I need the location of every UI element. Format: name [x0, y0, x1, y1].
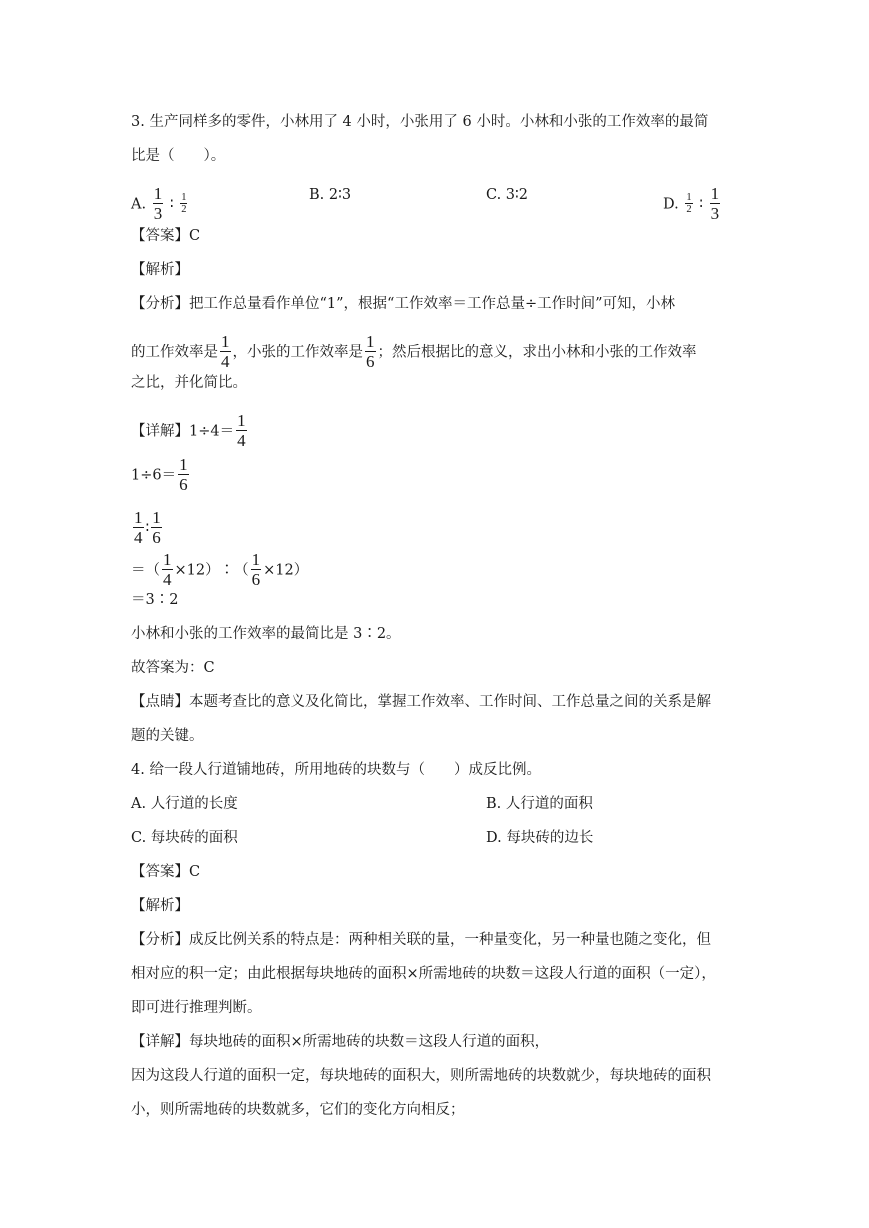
q4-detail-line2: 因为这段人行道的面积一定，每块地砖的面积大，则所需地砖的块数就少，每块地砖的面积: [131, 1068, 711, 1084]
text: ＝（: [131, 562, 160, 579]
fraction: [151, 508, 162, 547]
q3-comment-line1: 【点睛】本题考查比的意义及化简比，掌握工作效率、工作时间、工作总量之间的关系是解: [131, 694, 711, 710]
option-label: D.: [663, 196, 679, 213]
numerator: 1: [134, 508, 143, 527]
ratio-colon: ∶: [145, 520, 150, 537]
denominator: 6: [251, 570, 261, 589]
text: ×12）∶（: [174, 562, 249, 579]
q3-detail-line4: [131, 551, 308, 590]
numerator: 1: [686, 192, 692, 203]
fraction: [365, 332, 376, 371]
q3-stem-line1: 3. 生产同样多的零件，小林用了 4 小时，小张用了 6 小时。小林和小张的工作效率的最简: [131, 114, 709, 130]
fraction: [133, 508, 144, 547]
ratio-colon: ∶: [699, 196, 703, 213]
fraction: [162, 550, 173, 589]
fraction: [685, 192, 692, 215]
q3-detail-line2: [131, 456, 191, 495]
denominator: 2: [181, 204, 187, 215]
q4-option-c: C. 每块砖的面积: [131, 830, 238, 846]
denominator: 4: [237, 431, 246, 450]
q3-analysis-line1: 【分析】把工作总量看作单位“1”，根据“工作效率＝工作总量÷工作时间”可知，小林: [131, 296, 676, 312]
q4-option-d: D. 每块砖的边长: [486, 830, 594, 846]
denominator: 2: [686, 204, 692, 215]
q4-jiexi-heading: 【解析】: [131, 898, 189, 914]
numerator: 1: [251, 550, 261, 569]
q4-option-a: A. 人行道的长度: [131, 796, 238, 812]
numerator: 1: [163, 550, 172, 569]
q3-detail-line5: ＝3∶2: [131, 592, 179, 608]
fraction: [236, 411, 247, 450]
numerator: 1: [237, 411, 246, 430]
q3-detail-line6: 小林和小张的工作效率的最简比是 3∶2。: [131, 626, 401, 642]
q4-detail-line3: 小，则所需地砖的块数就多，它们的变化方向相反；: [131, 1102, 465, 1118]
denominator: 4: [134, 528, 143, 547]
q4-stem: 4. 给一段人行道铺地砖，所用地砖的块数与（ ）成反比例。: [131, 762, 541, 778]
denominator: 6: [366, 352, 375, 371]
q3-option-c: C. 3∶2: [486, 187, 529, 203]
q3-analysis-line3: 之比，并化简比。: [131, 375, 247, 391]
numerator: 1: [221, 332, 230, 351]
q3-comment-line2: 题的关键。: [131, 728, 204, 744]
numerator: 1: [710, 184, 720, 203]
fraction: [153, 184, 164, 223]
text: ×12）: [263, 562, 309, 579]
fraction: [710, 184, 721, 223]
text: 的工作效率是: [131, 344, 218, 361]
fraction: [180, 192, 187, 215]
text: 1÷6＝: [131, 467, 177, 484]
q3-detail-line1: [131, 412, 249, 451]
fraction: [251, 550, 262, 589]
q4-option-b: B. 人行道的面积: [486, 796, 593, 812]
denominator: 3: [710, 204, 720, 223]
numerator: 1: [181, 192, 187, 203]
q3-jiexi-heading: 【解析】: [131, 262, 189, 278]
q3-detail-line7: 故答案为：C: [131, 660, 215, 676]
q4-analysis-line3: 即可进行推理判断。: [131, 1000, 262, 1016]
text: 【详解】1÷4＝: [131, 423, 235, 440]
numerator: 1: [179, 455, 188, 474]
q4-detail-line1: 【详解】每块地砖的面积×所需地砖的块数＝这段人行道的面积，: [131, 1034, 550, 1050]
denominator: 3: [153, 204, 163, 223]
q3-detail-line3: [131, 509, 164, 548]
text: ，小张的工作效率是: [232, 344, 363, 361]
fraction: [220, 332, 231, 371]
q3-stem-line2: 比是（ ）。: [131, 148, 226, 164]
denominator: 4: [163, 570, 172, 589]
q4-answer: 【答案】C: [131, 864, 201, 880]
q4-analysis-line1: 【分析】成反比例关系的特点是：两种相关联的量，一种量变化，另一种量也随之变化，但: [131, 932, 711, 948]
denominator: 6: [152, 528, 161, 547]
q3-option-d: [663, 185, 722, 224]
fraction: [178, 455, 189, 494]
denominator: 6: [179, 475, 188, 494]
q3-option-b: B. 2∶3: [309, 187, 352, 203]
q3-analysis-line2: [131, 333, 697, 372]
option-label: A.: [131, 196, 147, 213]
q4-analysis-line2: 相对应的积一定；由此根据每块地砖的面积×所需地砖的块数＝这段人行道的面积（一定），: [131, 966, 716, 982]
q3-answer: 【答案】C: [131, 228, 201, 244]
numerator: 1: [153, 184, 163, 203]
text: ；然后根据比的意义，求出小林和小张的工作效率: [377, 344, 697, 361]
q3-option-a: [131, 185, 189, 224]
numerator: 1: [366, 332, 375, 351]
ratio-colon: ∶: [169, 196, 174, 213]
numerator: 1: [152, 508, 161, 527]
denominator: 4: [221, 352, 230, 371]
